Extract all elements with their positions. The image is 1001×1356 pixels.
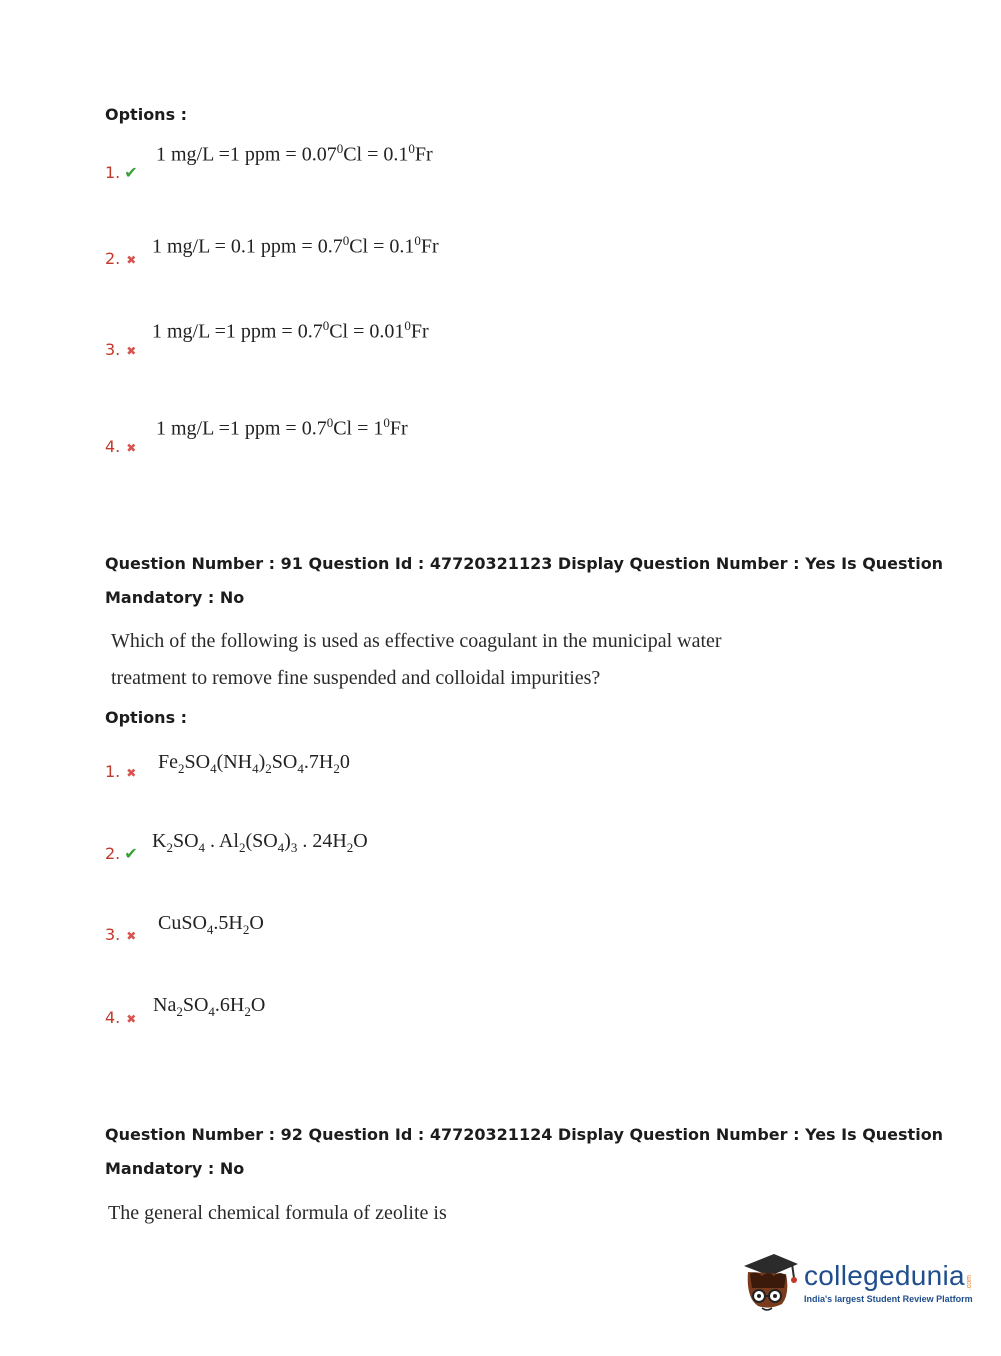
option-formula: $Fe_2SO_4(NH_4)_2SO_4.7H_20$ bbox=[158, 751, 350, 776]
option-formula: 1 mg/L =1 ppm = $0.07^0Cl = 0.1^0Fr$ bbox=[156, 141, 433, 166]
logo-tagline: India's largest Student Review Platform bbox=[804, 1294, 973, 1304]
question-text: treatment to remove fine suspended and colloidal impurities? bbox=[111, 667, 601, 689]
option-number: 4. ✖ bbox=[105, 437, 137, 456]
check-icon: ✔ bbox=[124, 163, 138, 182]
cross-icon: ✖ bbox=[126, 253, 137, 267]
option-formula: $CuSO_4.5H_2O$ bbox=[158, 912, 264, 937]
cross-icon: ✖ bbox=[126, 766, 137, 780]
logo-com: .com bbox=[965, 1274, 973, 1290]
option-formula: $K_2SO_4$ . $Al_2(SO_4)_3$ . $24H_2O$ bbox=[152, 830, 368, 855]
option-number: 1. ✖ bbox=[105, 762, 137, 781]
check-icon: ✔ bbox=[124, 844, 138, 863]
question-text: Which of the following is used as effective coagulant in the municipal water bbox=[111, 630, 722, 652]
cross-icon: ✖ bbox=[126, 441, 137, 455]
option-formula: $Na_2SO_4.6H_2O$ bbox=[153, 994, 266, 1019]
option-number: 2. ✔ bbox=[105, 844, 138, 863]
cross-icon: ✖ bbox=[126, 929, 137, 943]
options-heading: Options : bbox=[105, 105, 188, 124]
options-heading: Options : bbox=[105, 708, 188, 727]
cross-icon: ✖ bbox=[126, 1012, 137, 1026]
option-number: 3. ✖ bbox=[105, 340, 137, 359]
logo-wordmark: collegedunia bbox=[804, 1260, 965, 1291]
question-text: The general chemical formula of zeolite is bbox=[108, 1202, 447, 1224]
option-number: 4. ✖ bbox=[105, 1008, 137, 1027]
question-header: Question Number : 91 Question Id : 47720321123 Display Question Number : Yes Is Question bbox=[105, 554, 944, 573]
option-number: 3. ✖ bbox=[105, 925, 137, 944]
mascot-icon bbox=[740, 1248, 800, 1318]
option-formula: 1 mg/L =1 ppm = $0.7^0Cl = 0.01^0Fr$ bbox=[152, 318, 429, 343]
question-header: Question Number : 92 Question Id : 47720321124 Display Question Number : Yes Is Question bbox=[105, 1125, 944, 1144]
question-header-mandatory: Mandatory : No bbox=[105, 1159, 245, 1178]
collegedunia-logo bbox=[740, 1248, 973, 1318]
option-formula: 1 mg/L = 0.1 ppm = $0.7^0Cl = 0.1^0Fr$ bbox=[152, 233, 439, 258]
option-number: 1. ✔ bbox=[105, 163, 138, 182]
option-number: 2. ✖ bbox=[105, 249, 137, 268]
question-header-mandatory: Mandatory : No bbox=[105, 588, 245, 607]
option-formula: 1 mg/L =1 ppm = $0.7^0Cl = 1^0Fr$ bbox=[156, 415, 408, 440]
cross-icon: ✖ bbox=[126, 344, 137, 358]
